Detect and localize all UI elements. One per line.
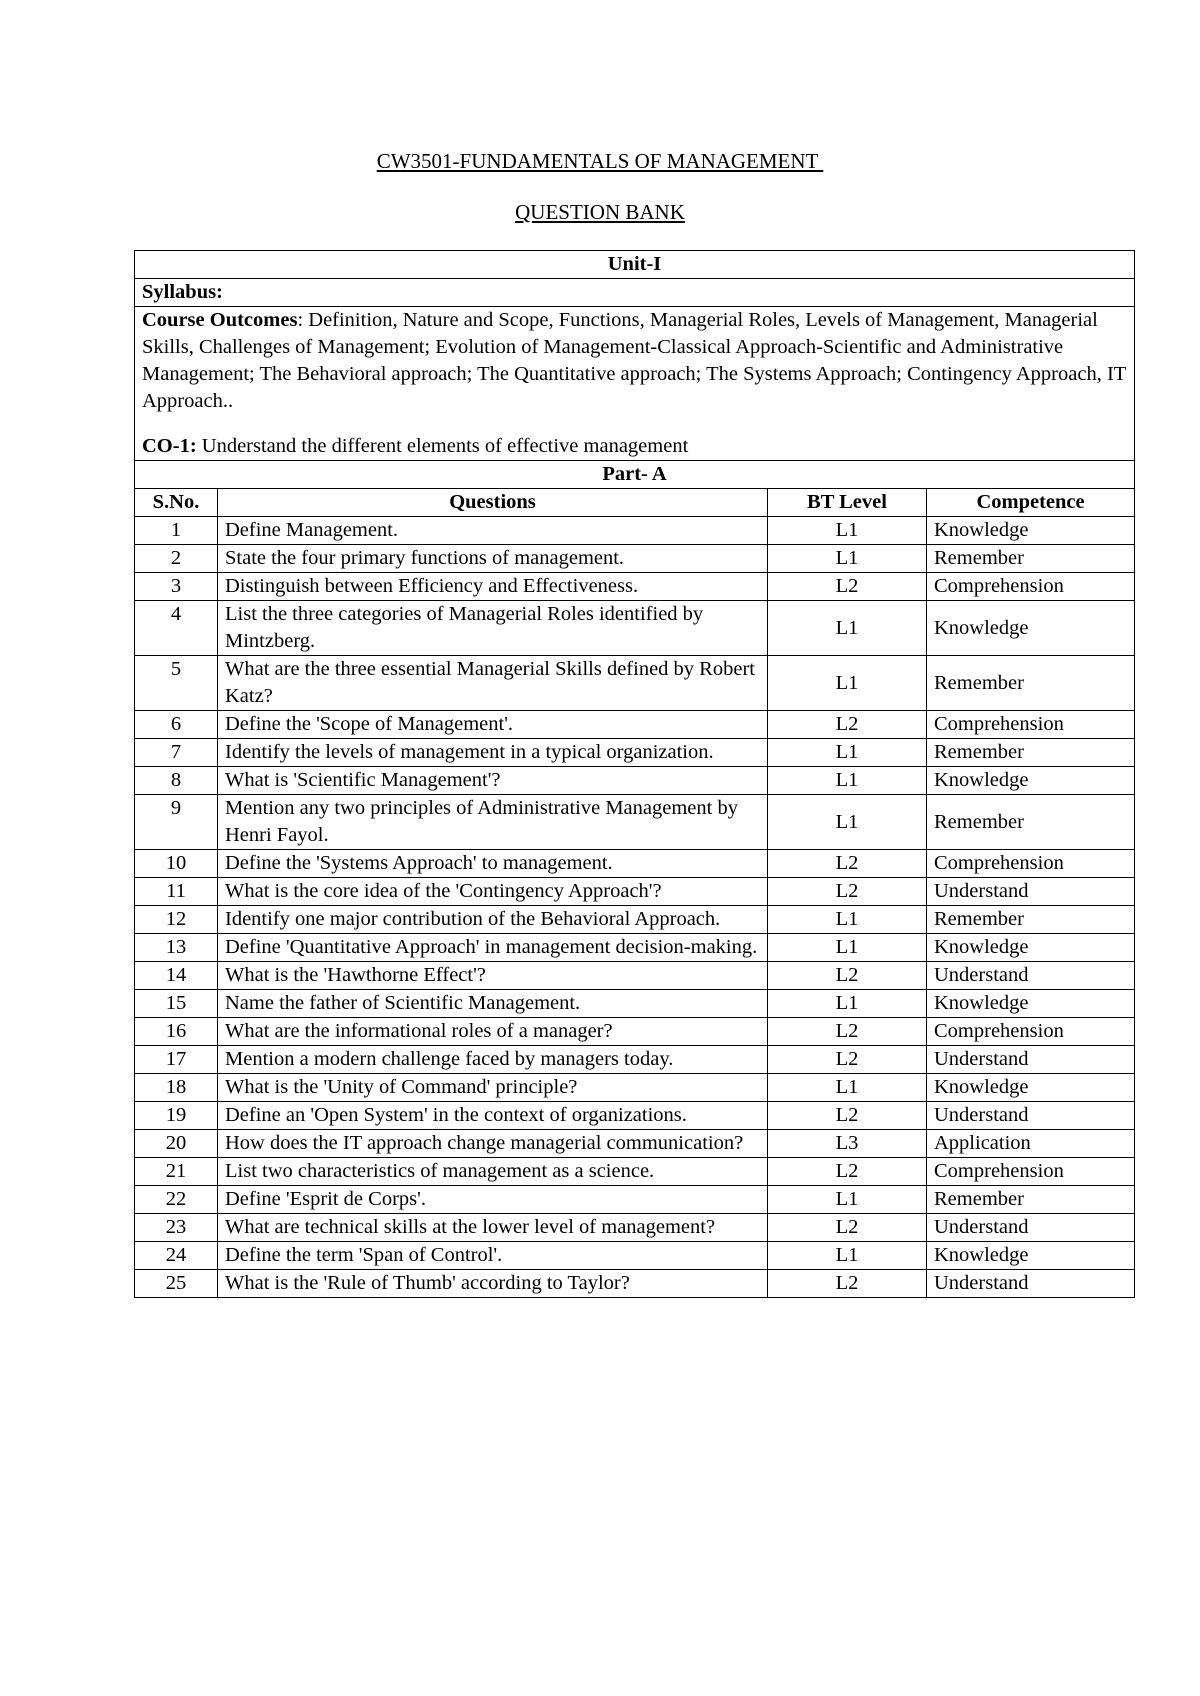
competence: Understand xyxy=(927,1214,1135,1242)
bt-level: L1 xyxy=(768,767,927,795)
competence: Application xyxy=(927,1130,1135,1158)
table-row xyxy=(135,545,1135,573)
question-number: 22 xyxy=(135,1186,218,1214)
column-header-row xyxy=(135,489,1135,517)
table-row xyxy=(135,990,1135,1018)
competence: Comprehension xyxy=(927,1158,1135,1186)
bt-level: L2 xyxy=(768,1214,927,1242)
question-number: 7 xyxy=(135,739,218,767)
question-number: 25 xyxy=(135,1270,218,1298)
bt-level: L2 xyxy=(768,711,927,739)
table-row xyxy=(135,1018,1135,1046)
bt-level: L2 xyxy=(768,1102,927,1130)
column-header-bt-level: BT Level xyxy=(768,489,927,517)
question-number: 11 xyxy=(135,878,218,906)
bt-level: L2 xyxy=(768,1046,927,1074)
table-row xyxy=(135,767,1135,795)
table-row xyxy=(135,1102,1135,1130)
competence: Comprehension xyxy=(927,850,1135,878)
table-row xyxy=(135,1270,1135,1298)
bt-level: L1 xyxy=(768,1186,927,1214)
competence: Remember xyxy=(927,739,1135,767)
table-row xyxy=(135,1074,1135,1102)
competence: Remember xyxy=(927,545,1135,573)
course-outcomes-paragraph xyxy=(142,307,1127,415)
bt-level: L1 xyxy=(768,656,927,711)
question-number: 10 xyxy=(135,850,218,878)
part-heading: Part- A xyxy=(135,461,1135,489)
question-bank-table xyxy=(134,250,1135,1298)
question-text: What is the 'Unity of Command' principle? xyxy=(218,1074,768,1102)
document-title: CW3501-FUNDAMENTALS OF MANAGEMENT xyxy=(376,149,824,173)
unit-heading: Unit-I xyxy=(135,251,1135,279)
question-text: What is 'Scientific Management'? xyxy=(218,767,768,795)
question-number: 21 xyxy=(135,1158,218,1186)
co1-label: CO-1: xyxy=(142,435,197,457)
question-text: List the three categories of Managerial Roles identified by Mintzberg. xyxy=(218,601,768,656)
bt-level: L2 xyxy=(768,850,927,878)
table-row xyxy=(135,878,1135,906)
question-text: List two characteristics of management as a science. xyxy=(218,1158,768,1186)
question-text: What is the 'Hawthorne Effect'? xyxy=(218,962,768,990)
bt-level: L2 xyxy=(768,1270,927,1298)
competence: Remember xyxy=(927,656,1135,711)
course-outcomes-row xyxy=(135,307,1135,461)
question-number: 18 xyxy=(135,1074,218,1102)
bt-level: L1 xyxy=(768,601,927,656)
question-text: Identify the levels of management in a typical organization. xyxy=(218,739,768,767)
competence: Knowledge xyxy=(927,1242,1135,1270)
table-row xyxy=(135,962,1135,990)
bt-level: L1 xyxy=(768,1074,927,1102)
table-row xyxy=(135,1242,1135,1270)
question-number: 1 xyxy=(135,517,218,545)
table-row xyxy=(135,1046,1135,1074)
course-outcomes-text: : Definition, Nature and Scope, Functions, Managerial Roles, Levels of Management, Managerial Skills, Challenges of Management; Evolution of Management-Classical Approach-Scientific and Administrative Management; The Behavioral approach; The Quantitative approach; The Systems Approach; Contingency Approach, IT Approach.. xyxy=(142,309,1126,412)
question-text: What is the core idea of the 'Contingency Approach'? xyxy=(218,878,768,906)
question-text: Mention a modern challenge faced by managers today. xyxy=(218,1046,768,1074)
course-outcomes-label: Course Outcomes xyxy=(142,309,298,331)
column-header-sno: S.No. xyxy=(135,489,218,517)
competence: Understand xyxy=(927,962,1135,990)
bt-level: L2 xyxy=(768,573,927,601)
bt-level: L1 xyxy=(768,795,927,850)
question-number: 19 xyxy=(135,1102,218,1130)
question-number: 24 xyxy=(135,1242,218,1270)
bt-level: L1 xyxy=(768,1242,927,1270)
competence: Understand xyxy=(927,1046,1135,1074)
part-heading-row xyxy=(135,461,1135,489)
syllabus-row xyxy=(135,279,1135,307)
competence: Remember xyxy=(927,906,1135,934)
syllabus-label: Syllabus: xyxy=(135,279,1135,307)
question-text: Name the father of Scientific Management. xyxy=(218,990,768,1018)
competence: Understand xyxy=(927,1270,1135,1298)
table-row xyxy=(135,739,1135,767)
competence: Knowledge xyxy=(927,990,1135,1018)
question-text: State the four primary functions of management. xyxy=(218,545,768,573)
question-number: 8 xyxy=(135,767,218,795)
table-row xyxy=(135,850,1135,878)
question-text: What are technical skills at the lower level of management? xyxy=(218,1214,768,1242)
table-row xyxy=(135,601,1135,656)
question-text: Define the 'Scope of Management'. xyxy=(218,711,768,739)
bt-level: L2 xyxy=(768,1158,927,1186)
question-text: Define 'Esprit de Corps'. xyxy=(218,1186,768,1214)
table-row xyxy=(135,1214,1135,1242)
competence: Understand xyxy=(927,1102,1135,1130)
competence: Knowledge xyxy=(927,517,1135,545)
question-number: 17 xyxy=(135,1046,218,1074)
bt-level: L1 xyxy=(768,545,927,573)
co1-paragraph xyxy=(142,433,1127,460)
table-row xyxy=(135,656,1135,711)
competence: Knowledge xyxy=(927,1074,1135,1102)
competence: Understand xyxy=(927,878,1135,906)
question-number: 16 xyxy=(135,1018,218,1046)
question-number: 9 xyxy=(135,795,218,850)
table-row xyxy=(135,573,1135,601)
column-header-competence: Competence xyxy=(927,489,1135,517)
competence: Comprehension xyxy=(927,1018,1135,1046)
bt-level: L3 xyxy=(768,1130,927,1158)
question-number: 3 xyxy=(135,573,218,601)
competence: Comprehension xyxy=(927,573,1135,601)
competence: Remember xyxy=(927,795,1135,850)
table-row xyxy=(135,795,1135,850)
question-text: What is the 'Rule of Thumb' according to Taylor? xyxy=(218,1270,768,1298)
table-row xyxy=(135,1158,1135,1186)
question-number: 13 xyxy=(135,934,218,962)
competence: Comprehension xyxy=(927,711,1135,739)
question-number: 20 xyxy=(135,1130,218,1158)
question-text: Define an 'Open System' in the context of organizations. xyxy=(218,1102,768,1130)
question-text: Distinguish between Efficiency and Effectiveness. xyxy=(218,573,768,601)
table-row xyxy=(135,1186,1135,1214)
question-number: 23 xyxy=(135,1214,218,1242)
table-row xyxy=(135,517,1135,545)
question-text: Define the 'Systems Approach' to management. xyxy=(218,850,768,878)
bt-level: L1 xyxy=(768,934,927,962)
bt-level: L2 xyxy=(768,962,927,990)
bt-level: L1 xyxy=(768,739,927,767)
bt-level: L1 xyxy=(768,906,927,934)
question-number: 5 xyxy=(135,656,218,711)
question-text: Identify one major contribution of the Behavioral Approach. xyxy=(218,906,768,934)
bt-level: L2 xyxy=(768,878,927,906)
question-number: 15 xyxy=(135,990,218,1018)
bt-level: L1 xyxy=(768,517,927,545)
question-number: 12 xyxy=(135,906,218,934)
question-text: How does the IT approach change managerial communication? xyxy=(218,1130,768,1158)
competence: Knowledge xyxy=(927,601,1135,656)
question-number: 6 xyxy=(135,711,218,739)
question-number: 14 xyxy=(135,962,218,990)
question-text: What are the three essential Managerial Skills defined by Robert Katz? xyxy=(218,656,768,711)
competence: Remember xyxy=(927,1186,1135,1214)
competence: Knowledge xyxy=(927,934,1135,962)
document-subtitle: QUESTION BANK xyxy=(515,200,685,224)
question-text: Define Management. xyxy=(218,517,768,545)
question-text: What are the informational roles of a manager? xyxy=(218,1018,768,1046)
table-row xyxy=(135,1130,1135,1158)
bt-level: L2 xyxy=(768,1018,927,1046)
table-row xyxy=(135,906,1135,934)
question-number: 4 xyxy=(135,601,218,656)
co1-text: Understand the different elements of effective management xyxy=(196,435,689,457)
unit-heading-row xyxy=(135,251,1135,279)
question-text: Define the term 'Span of Control'. xyxy=(218,1242,768,1270)
column-header-questions: Questions xyxy=(218,489,768,517)
table-row xyxy=(135,934,1135,962)
question-text: Mention any two principles of Administrative Management by Henri Fayol. xyxy=(218,795,768,850)
course-outcomes-cell xyxy=(135,307,1135,461)
competence: Knowledge xyxy=(927,767,1135,795)
question-number: 2 xyxy=(135,545,218,573)
question-text: Define 'Quantitative Approach' in management decision-making. xyxy=(218,934,768,962)
table-row xyxy=(135,711,1135,739)
bt-level: L1 xyxy=(768,990,927,1018)
